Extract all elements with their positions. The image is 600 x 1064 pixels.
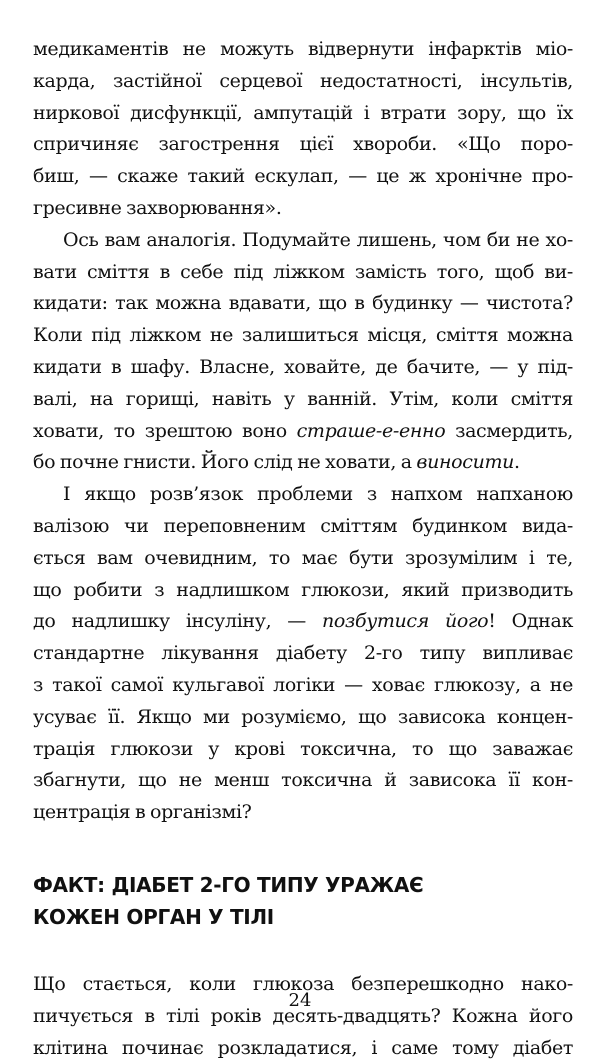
text-line: трація глюкози у крові токсична, то що заважає — [33, 737, 573, 760]
text-line: карда, застійної серцевої недостатності, інсультів, — [33, 69, 573, 92]
text-line: биш, — скаже такий ескулап, — це ж хронічне про- — [33, 165, 573, 188]
text-line: пичується в тілі років десять-двадцять? Кожна його — [33, 1004, 573, 1027]
emphasis-text: позбутися його — [321, 610, 489, 633]
text-segment: . — [514, 451, 520, 474]
text-line: ниркової дисфункції, ампутацій і втрати зору, що їх — [33, 101, 573, 124]
paragraph-1 — [33, 34, 573, 225]
text-line: І якщо розв’язок проблеми з напхом напханою — [63, 483, 573, 506]
heading-line: КОЖЕН ОРГАН У ТІЛІ — [33, 904, 274, 929]
text-line: Коли під ліжком не залишиться місця, сміття можна — [33, 324, 573, 347]
text-line: Ось вам аналогія. Подумайте лишень, чом би не хо- — [63, 228, 573, 251]
emphasis-text: виносити — [416, 451, 515, 474]
text-line: клітина починає розкладатися, і саме тому діабет — [33, 1036, 573, 1059]
text-line: Що стається, коли глюкоза безперешкодно нако- — [33, 972, 573, 995]
text-line — [33, 447, 573, 479]
text-line: спричиняє загострення цієї хвороби. «Що поро- — [33, 133, 573, 156]
emphasis-text: страше-е-енно — [296, 419, 446, 442]
text-segment: засмердить, — [445, 419, 573, 442]
text-line: медикаментів не можуть відвернути інфарктів міо- — [33, 38, 573, 60]
text-line: з такої самої кульгавої логіки — ховає глюкозу, а не — [33, 673, 573, 696]
text-line: центрація в організмі? — [33, 801, 252, 824]
text-segment: ! Однак — [488, 610, 573, 633]
text-line: усуває її. Якщо ми розуміємо, що зависока концен- — [33, 705, 573, 728]
text-line: збагнути, що не менш токсична й зависока її кон- — [33, 769, 573, 792]
text-segment: ховати, то зрештою воно — [33, 419, 297, 442]
text-segment: бо почне гнисти. Його слід не ховати, а — [33, 451, 417, 474]
paragraph-2 — [33, 225, 573, 479]
text-line: що робити з надлишком глюкози, який призводить — [33, 578, 573, 601]
page-body — [33, 34, 573, 1064]
paragraph-3 — [33, 479, 573, 829]
text-line: ється вам очевидним, то має бути зрозумілим і те, — [33, 546, 573, 569]
text-line: валі, на горищі, навіть у ванній. Утім, коли сміття — [33, 387, 573, 410]
text-line: вати сміття в себе під ліжком замість того, щоб ви- — [33, 260, 573, 283]
text-segment: до надлишку інсуліну, — — [33, 610, 322, 633]
section-heading — [33, 869, 573, 933]
text-line: стандартне лікування діабету 2-го типу випливає — [33, 642, 573, 665]
paragraph-4 — [33, 969, 573, 1064]
heading-line: ФАКТ: ДІАБЕТ 2-ГО ТИПУ УРАЖАЄ — [33, 872, 424, 897]
text-line — [33, 606, 573, 638]
text-line: кидати в шафу. Власне, ховайте, де бачите, — у під- — [33, 355, 573, 378]
text-line: валізою чи переповненим сміттям будинком вида- — [33, 514, 573, 537]
text-line — [33, 416, 573, 448]
page-number: 24 — [288, 990, 312, 1011]
text-line: гресивне захворювання». — [33, 196, 282, 219]
text-line: кидати: так можна вдавати, що в будинку — чистота? — [33, 292, 573, 315]
